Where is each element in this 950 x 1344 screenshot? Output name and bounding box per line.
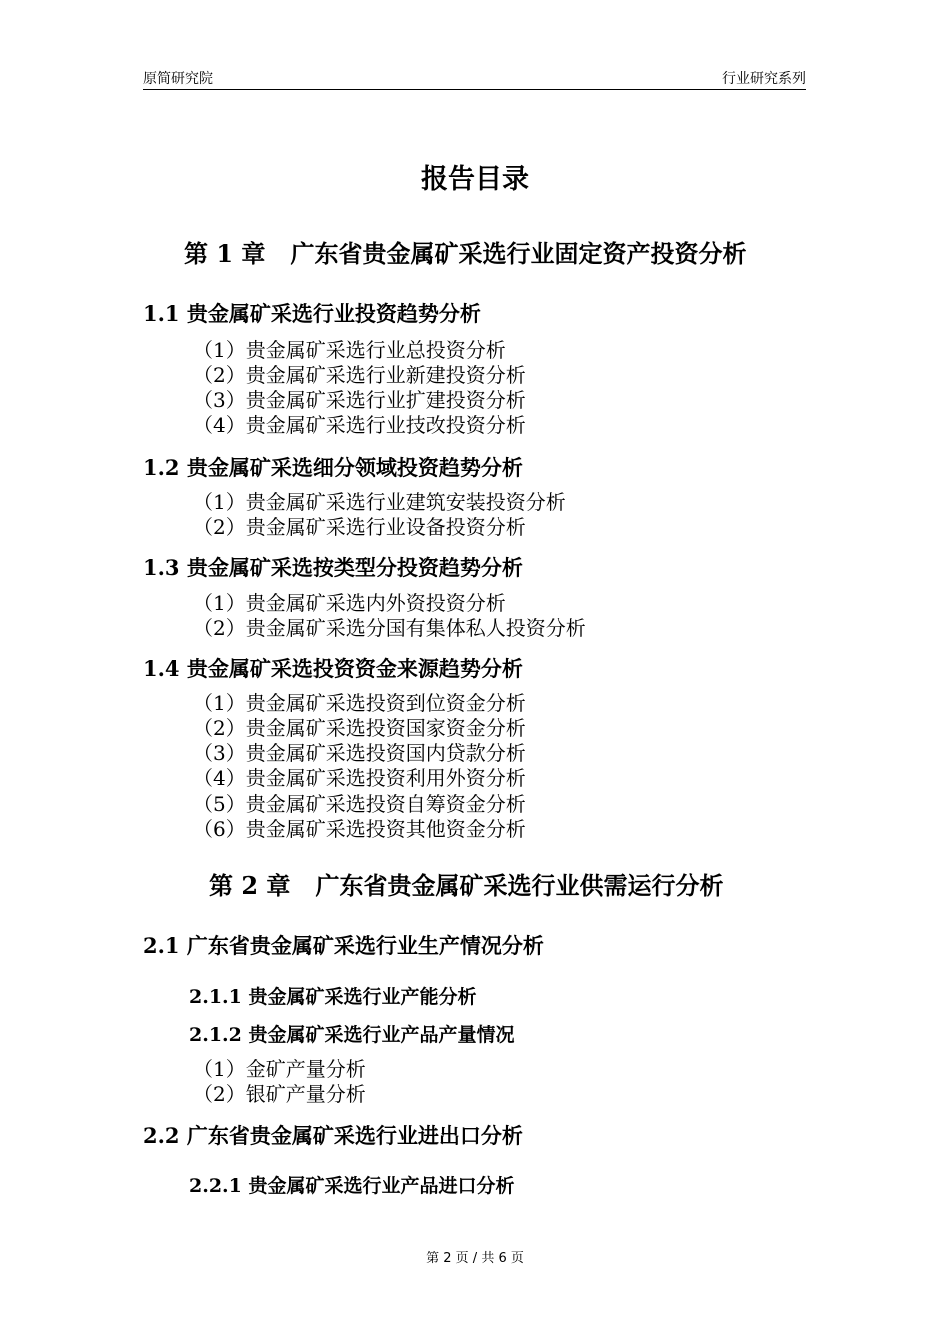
section-1-4-heading: 1.4 贵金属矿采选投资资金来源趋势分析 (143, 656, 523, 681)
list-item: （4）贵金属矿采选投资利用外资分析 (193, 766, 526, 790)
list-item: （3）贵金属矿采选行业扩建投资分析 (193, 388, 526, 412)
list-item: （2）贵金属矿采选行业设备投资分析 (193, 515, 526, 539)
section-1-1-heading: 1.1 贵金属矿采选行业投资趋势分析 (143, 301, 481, 326)
list-item: （1）金矿产量分析 (193, 1057, 366, 1081)
subsection-2-2-1-heading: 2.2.1 贵金属矿采选行业产品进口分析 (189, 1175, 515, 1197)
list-item: （2）银矿产量分析 (193, 1082, 366, 1106)
list-item: （5）贵金属矿采选投资自筹资金分析 (193, 792, 526, 816)
header-divider (143, 89, 806, 90)
section-2-2-heading: 2.2 广东省贵金属矿采选行业进出口分析 (143, 1123, 523, 1148)
list-item: （1）贵金属矿采选投资到位资金分析 (193, 691, 526, 715)
subsection-2-1-1-heading: 2.1.1 贵金属矿采选行业产能分析 (189, 986, 477, 1008)
list-item: （1）贵金属矿采选行业建筑安装投资分析 (193, 490, 566, 514)
chapter-2-heading: 第 2 章 广东省贵金属矿采选行业供需运行分析 (209, 871, 724, 900)
section-1-3-heading: 1.3 贵金属矿采选按类型分投资趋势分析 (143, 555, 523, 580)
page-title: 报告目录 (421, 164, 529, 195)
list-item: （4）贵金属矿采选行业技改投资分析 (193, 413, 526, 437)
page-footer: 第 2 页 / 共 6 页 (426, 1251, 524, 1266)
list-item: （6）贵金属矿采选投资其他资金分析 (193, 817, 526, 841)
list-item: （2）贵金属矿采选投资国家资金分析 (193, 716, 526, 740)
header-series-name: 行业研究系列 (722, 71, 806, 87)
list-item: （2）贵金属矿采选分国有集体私人投资分析 (193, 616, 586, 640)
list-item: （3）贵金属矿采选投资国内贷款分析 (193, 741, 526, 765)
section-1-2-heading: 1.2 贵金属矿采选细分领域投资趋势分析 (143, 455, 523, 480)
subsection-2-1-2-heading: 2.1.2 贵金属矿采选行业产品产量情况 (189, 1024, 515, 1046)
list-item: （2）贵金属矿采选行业新建投资分析 (193, 363, 526, 387)
section-2-1-heading: 2.1 广东省贵金属矿采选行业生产情况分析 (143, 933, 544, 958)
list-item: （1）贵金属矿采选行业总投资分析 (193, 338, 506, 362)
list-item: （1）贵金属矿采选内外资投资分析 (193, 591, 506, 615)
chapter-1-heading: 第 1 章 广东省贵金属矿采选行业固定资产投资分析 (184, 239, 747, 268)
header-org-name: 原简研究院 (143, 71, 213, 87)
